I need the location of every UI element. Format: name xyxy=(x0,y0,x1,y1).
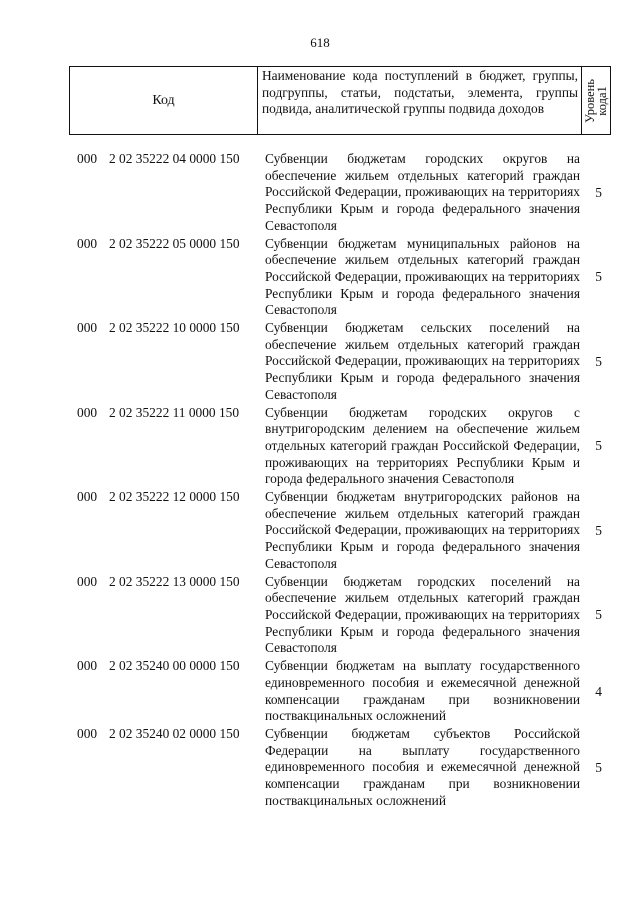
table-row xyxy=(0,236,640,320)
row-code: 2 02 35240 00 0000 150 xyxy=(109,658,240,674)
row-prefix: 000 xyxy=(77,573,98,589)
row-level: 5 xyxy=(595,759,602,775)
row-code: 2 02 35222 12 0000 150 xyxy=(109,489,240,505)
row-code: 2 02 35222 10 0000 150 xyxy=(109,320,240,336)
row-code: 2 02 35222 13 0000 150 xyxy=(109,573,240,589)
table-row xyxy=(0,151,640,235)
table-row xyxy=(0,405,640,489)
row-prefix: 000 xyxy=(77,320,98,336)
header-level-label-line2: кода1 xyxy=(595,85,609,116)
row-name: Субвенции бюджетам на выплату государственного единовременного пособия и ежемесячной денежной компенсации гражданам при возникновении поствакцинальных осложнений xyxy=(265,658,580,724)
row-code: 2 02 35222 11 0000 150 xyxy=(109,404,240,420)
page-number: 618 xyxy=(310,35,330,50)
table-row xyxy=(0,726,640,810)
row-code: 2 02 35222 05 0000 150 xyxy=(109,235,240,251)
table-row xyxy=(0,658,640,725)
table-row xyxy=(0,489,640,573)
row-code: 2 02 35222 04 0000 150 xyxy=(109,151,240,166)
row-level: 4 xyxy=(595,683,602,699)
header-name-label: Наименование кода поступлений в бюджет, группы, подгруппы, статьи, подстатьи, элемента, группы подвида, аналитической группы подвида доходов xyxy=(258,67,582,134)
table-body xyxy=(0,151,640,810)
row-code: 2 02 35240 02 0000 150 xyxy=(109,725,240,741)
row-name: Субвенции бюджетам городских округов с внутригородским делением на обеспечение жильем отдельных категорий граждан Российской Федерации, проживающих на территориях Республики Крым и города федерального значения Севастополя xyxy=(265,404,580,487)
row-name: Субвенции бюджетам муниципальных районов на обеспечение жильем отдельных категорий граждан Российской Федерации, проживающих на территориях Республики Крым и города федерального значения Севастополя xyxy=(265,235,580,318)
table-header xyxy=(69,66,611,135)
header-level-cell xyxy=(582,67,610,134)
row-level: 5 xyxy=(595,184,602,200)
row-prefix: 000 xyxy=(77,725,98,741)
table-row xyxy=(0,320,640,404)
row-prefix: 000 xyxy=(77,489,98,505)
header-level-label-line1: Уровень xyxy=(583,78,597,123)
row-level: 5 xyxy=(595,269,602,285)
table-row xyxy=(0,574,640,658)
row-name: Субвенции бюджетам городских поселений на обеспечение жильем отдельных категорий граждан Российской Федерации, проживающих на территориях Республики Крым и города федерального значения Севастополя xyxy=(265,573,580,656)
row-name: Субвенции бюджетам внутригородских районов на обеспечение жильем отдельных категорий граждан Российской Федерации, проживающих на территориях Республики Крым и города федерального значения Севастополя xyxy=(265,489,580,571)
row-name: Субвенции бюджетам субъектов Российской Федерации на выплату государственного единовременного пособия и ежемесячной денежной компенсации гражданам при возникновении поствакцинальных осложнений xyxy=(265,725,580,808)
row-name: Субвенции бюджетам сельских поселений на обеспечение жильем отдельных категорий граждан Российской Федерации, проживающих на территориях Республики Крым и города федерального значения Севастополя xyxy=(265,320,580,402)
row-level: 5 xyxy=(595,522,602,538)
header-code-label: Код xyxy=(70,67,258,134)
row-name: Субвенции бюджетам городских округов на обеспечение жильем отдельных категорий граждан Российской Федерации, проживающих на территориях Республики Крым и города федерального значения Севастополя xyxy=(265,151,580,233)
row-level: 5 xyxy=(595,438,602,454)
row-prefix: 000 xyxy=(77,151,98,166)
header-level-label xyxy=(584,78,608,122)
row-prefix: 000 xyxy=(77,404,98,420)
row-prefix: 000 xyxy=(77,658,98,674)
row-prefix: 000 xyxy=(77,235,98,251)
row-level: 5 xyxy=(595,353,602,369)
row-level: 5 xyxy=(595,607,602,623)
